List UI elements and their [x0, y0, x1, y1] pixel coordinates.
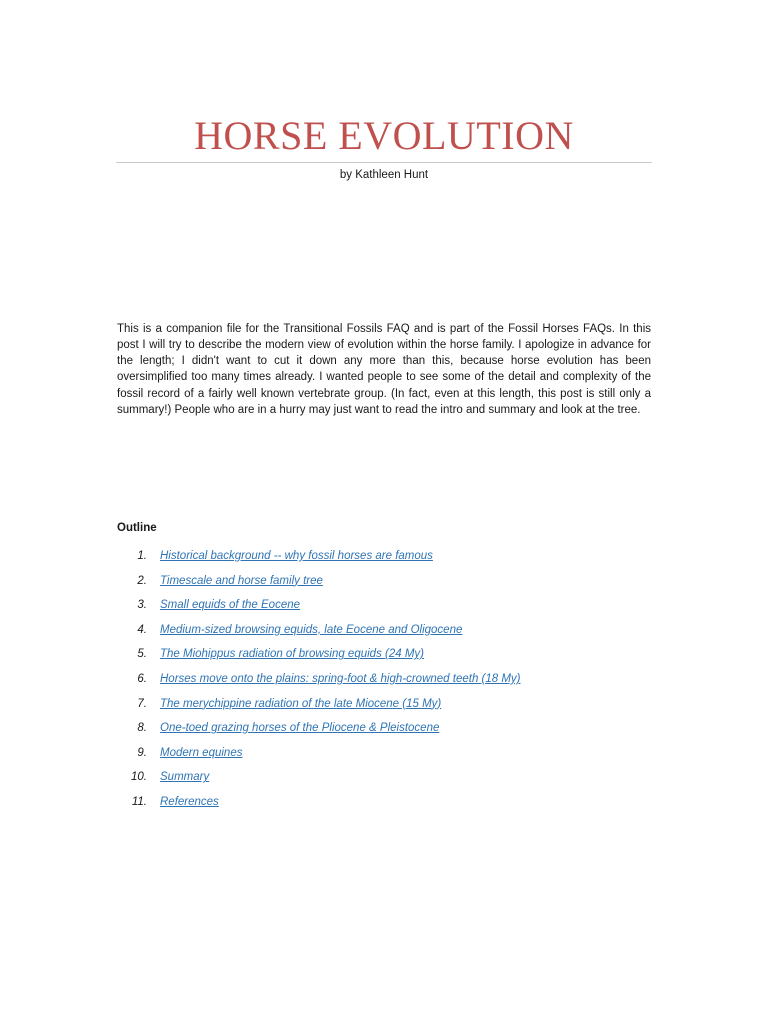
outline-link-small-equids[interactable]: Small equids of the Eocene: [160, 599, 301, 612]
outline-number: 10.: [131, 771, 147, 784]
outline-link-one-toed-grazing[interactable]: One-toed grazing horses of the Pliocene & Pleistocene: [160, 722, 440, 735]
outline-number: 4.: [137, 623, 147, 636]
outline-link-summary[interactable]: Summary: [160, 771, 210, 784]
outline-item: [117, 770, 651, 795]
outline-heading: Outline: [117, 522, 157, 534]
outline-item: [117, 721, 651, 746]
outline-item: [117, 795, 651, 820]
outline-item: [117, 647, 651, 672]
outline-number: 5.: [137, 648, 147, 661]
outline-number: 6.: [137, 672, 147, 685]
outline-number: 7.: [137, 697, 147, 710]
outline-link-plains[interactable]: Horses move onto the plains: spring-foot & high-crowned teeth (18 My): [160, 672, 521, 685]
outline-link-merychippine-radiation[interactable]: The merychippine radiation of the late Miocene (15 My): [160, 697, 442, 710]
outline-number: 2.: [137, 574, 147, 587]
outline-item: [117, 549, 651, 574]
outline-number: 9.: [137, 746, 147, 759]
outline-number: 11.: [131, 795, 147, 808]
author-byline: by Kathleen Hunt: [339, 169, 429, 181]
outline-item: [117, 672, 651, 697]
outline-number: 1.: [137, 550, 147, 562]
outline-number: 3.: [137, 599, 147, 612]
document-title: HORSE EVOLUTION: [194, 113, 574, 158]
outline-list: [117, 549, 651, 820]
outline-item: [117, 746, 651, 771]
outline-number: 8.: [137, 722, 147, 735]
outline-link-references[interactable]: References: [160, 795, 219, 808]
outline-item: [117, 623, 651, 648]
title-divider: [116, 162, 652, 163]
outline-link-historical-background[interactable]: Historical background -- why fossil horses are famous: [160, 550, 433, 562]
outline-item: [117, 697, 651, 722]
outline-link-modern-equines[interactable]: Modern equines: [160, 746, 243, 759]
intro-paragraph: This is a companion file for the Transitional Fossils FAQ and is part of the Fossil Horses FAQs. In this post I will try to describe the modern view of evolution within the horse family. I apologize in advance for the length; I didn't want to cut it down any more than this, because horse evolution has been oversimplified too many times already. I wanted people to see some of the detail and complexity of the fossil record of a fairly well known vertebrate group. (In fact, even at this length, this post is still only a summary!) People who are in a hurry may just want to read the intro and summary and look at the tree.: [117, 322, 651, 416]
outline-link-timescale[interactable]: Timescale and horse family tree: [160, 574, 323, 587]
outline-link-medium-sized-browsing[interactable]: Medium-sized browsing equids, late Eocene and Oligocene: [160, 623, 463, 636]
outline-item: [117, 598, 651, 623]
outline-item: [117, 574, 651, 599]
outline-link-miohippus-radiation[interactable]: The Miohippus radiation of browsing equids (24 My): [160, 648, 424, 661]
